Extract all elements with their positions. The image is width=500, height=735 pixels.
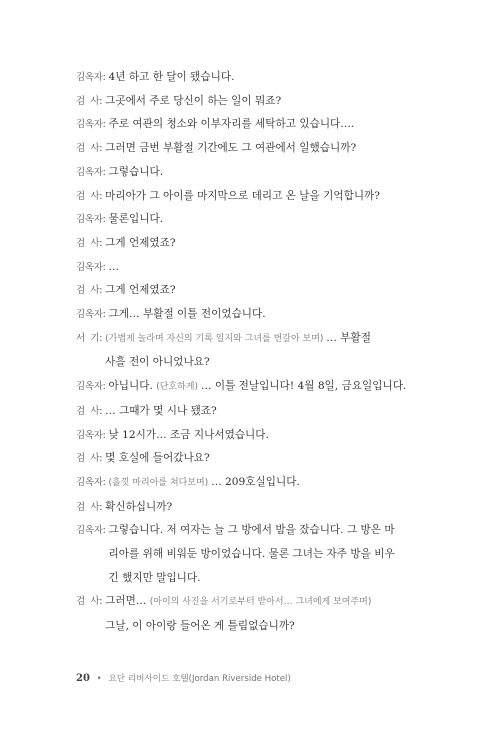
speech-segment: … 이틀 전날입니다! 4월 8일, 금요일입니다. — [200, 380, 407, 393]
speech-text — [105, 496, 432, 520]
speech-segment: … 부활절 — [326, 331, 371, 344]
stage-direction: (단호하게) — [156, 382, 201, 393]
speech-text — [105, 90, 432, 114]
speaker-label: 검 사: — [76, 190, 103, 202]
dialogue-line — [76, 137, 432, 161]
dialogue-line — [76, 519, 432, 590]
speech-segment: 4년 하고 한 달이 됐습니다. — [108, 71, 235, 83]
speaker-label: 김옥자: — [76, 261, 106, 273]
speech-text — [109, 471, 432, 496]
speech-segment: … 그때가 몇 시나 됐죠? — [105, 404, 217, 417]
page-number: 20 — [76, 673, 90, 684]
dialogue-line — [76, 400, 432, 424]
speech-text — [105, 327, 432, 375]
speaker-label: 김옥자: — [76, 214, 106, 226]
speaker-label: 검 사: — [76, 143, 103, 155]
speech-text — [105, 590, 432, 638]
speech-text — [109, 519, 432, 590]
speech-text — [105, 447, 432, 471]
dialogue-line — [76, 208, 432, 232]
speech-segment: … 209호실입니다. — [211, 475, 300, 488]
speaker-label: 검 사: — [76, 596, 103, 608]
speaker-label: 검 사: — [76, 453, 103, 465]
speech-continuation: 긴 했지만 말입니다. — [108, 571, 201, 584]
speaker-label: 김옥자: — [76, 309, 106, 321]
dialogue-line — [76, 590, 432, 638]
speech-segment: 그렇습니다. — [108, 165, 164, 178]
stage-direction: (흘낏 마리아를 쳐다보며) — [108, 477, 212, 488]
speech-segment: 그곳에서 주로 당신이 하는 일이 뭐죠? — [105, 94, 282, 107]
speech-text — [109, 375, 432, 400]
dialogue-line — [76, 256, 432, 280]
dialogue-line — [76, 447, 432, 471]
dialogue-line — [76, 66, 432, 90]
dialogue-line — [76, 424, 432, 448]
footer-separator: • — [96, 674, 102, 684]
speech-segment: 그게… 부활절 이틀 전이었습니다. — [108, 308, 266, 321]
speech-segment: 그러면… — [105, 595, 150, 608]
speech-segment: 그게 언제였죠? — [105, 236, 176, 249]
stage-direction: (아이의 사진을 서기로부터 받아서… 그녀에게 보여주며) — [149, 597, 372, 608]
speech-segment: 그게 언제였죠? — [105, 284, 176, 297]
dialogue-line — [76, 496, 432, 520]
dialogue-line — [76, 327, 432, 375]
speech-segment: 주로 여관의 청소와 이부자리를 세탁하고 있습니다…. — [108, 118, 355, 131]
speaker-label: 검 사: — [76, 95, 103, 107]
speech-continuation: 그날, 이 아이랑 들어온 게 틀림없습니까? — [105, 620, 295, 633]
speech-text — [109, 66, 432, 90]
speaker-label: 김옥자: — [76, 476, 106, 488]
speech-segment: 그렇습니다. 저 여자는 늘 그 방에서 밤을 잤습니다. 그 방은 마 — [108, 524, 395, 537]
speech-text — [105, 137, 432, 161]
dialogue-line — [76, 161, 432, 185]
dialogue-line — [76, 113, 432, 137]
speech-text — [109, 303, 432, 327]
speaker-label: 서 기: — [76, 332, 103, 344]
speech-segment: 확신하십니까? — [105, 500, 173, 513]
speech-continuation: 리아를 위해 비워둔 방이었습니다. 물론 그녀는 자주 방을 비우 — [108, 548, 395, 561]
speaker-label: 검 사: — [76, 501, 103, 513]
stage-direction: (가볍게 놀라며 자신의 기록 일지와 그녀를 번갈아 보며) — [105, 333, 327, 344]
speaker-label: 김옥자: — [76, 119, 106, 131]
dialogue-line — [76, 232, 432, 256]
speech-segment: 몇 호실에 들어갔나요? — [105, 452, 210, 465]
speech-text — [105, 279, 432, 303]
dialogue-line — [76, 90, 432, 114]
speech-text — [105, 232, 432, 256]
speech-text — [109, 256, 432, 280]
speaker-label: 김옥자: — [76, 429, 106, 441]
speech-text — [105, 185, 432, 209]
speech-text — [105, 400, 432, 424]
speaker-label: 검 사: — [76, 285, 103, 297]
speech-segment: 물론입니다. — [108, 213, 164, 226]
dialogue-block — [76, 66, 432, 639]
dialogue-line — [76, 303, 432, 327]
book-title: 요단 리버사이드 호텔(Jordan Riverside Hotel) — [108, 674, 291, 684]
speech-text — [109, 424, 432, 448]
speech-text — [109, 208, 432, 232]
speech-segment: 마리아가 그 아이를 마지막으로 데리고 온 날을 기억합니까? — [105, 189, 380, 202]
speaker-label: 검 사: — [76, 237, 103, 249]
dialogue-line — [76, 279, 432, 303]
dialogue-line — [76, 375, 432, 400]
speech-segment: 그러면 금번 부활절 기간에도 그 여관에서 일했습니까? — [105, 142, 357, 155]
speech-continuation: 사흘 전이 아니었나요? — [105, 356, 210, 369]
speech-segment: … — [108, 260, 120, 273]
speech-text — [109, 113, 432, 137]
page-footer — [76, 672, 291, 684]
speaker-label: 김옥자: — [76, 72, 106, 83]
speech-segment: 아닙니다. — [108, 380, 157, 393]
speech-segment: 낮 12시가… 조금 지나서였습니다. — [108, 428, 269, 441]
speaker-label: 김옥자: — [76, 381, 106, 393]
speaker-label: 검 사: — [76, 405, 103, 417]
dialogue-line — [76, 471, 432, 496]
speaker-label: 김옥자: — [76, 525, 106, 537]
dialogue-line — [76, 185, 432, 209]
speech-text — [109, 161, 432, 185]
speaker-label: 김옥자: — [76, 166, 106, 178]
